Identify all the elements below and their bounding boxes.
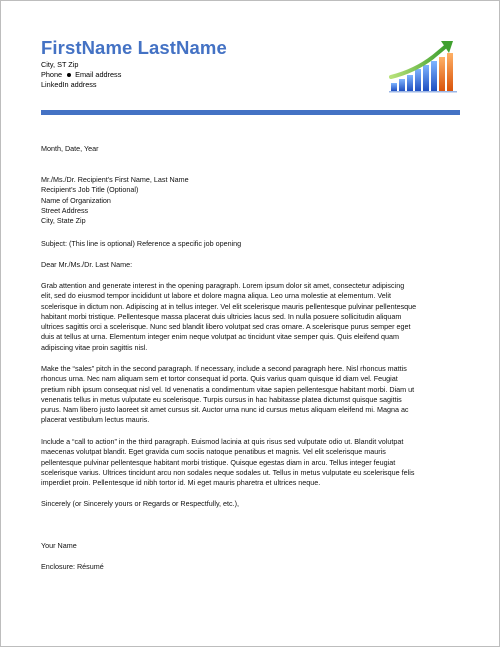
paragraph-line: scelerisque in dictum non. Adipiscing at in tellus integer. Vel elit scelerisque mauris pellentesque pulvinar pellentesque bbox=[41, 301, 417, 311]
salutation: Dear Mr./Ms./Dr. Last Name: bbox=[41, 260, 133, 269]
paragraph-call-to-action bbox=[41, 437, 461, 488]
recipient-line: Recipient’s Job Title (Optional) bbox=[41, 185, 139, 195]
paragraph-line: ultrices sagittis orci a scelerisque. Nunc sed blandit libero volutpat sed cras ornare. A scelerisque purus semper eget bbox=[41, 322, 411, 332]
sender-phone: Phone bbox=[41, 70, 63, 80]
closing: Sincerely (or Sincerely yours or Regards or Respectfully, etc.), bbox=[41, 499, 239, 508]
paragraph-line: imperdiet proin. Pellentesque id nibh tortor id. Mi eget mauris pharetra et ultrices neque. bbox=[41, 478, 321, 488]
header-divider bbox=[41, 110, 460, 115]
paragraph-sales-pitch bbox=[41, 364, 461, 426]
paragraph-line: scelerisque varius. Ultrices tincidunt arcu non sodales neque sodales ut. Tellus in metus vulputate eu scelerisque felis bbox=[41, 467, 415, 477]
paragraph-line: duis at tellus at urna. Elementum integer enim neque volutpat ac tincidunt vitae semper quis. Quis eleifend quam bbox=[41, 332, 399, 342]
recipient-line: Street Address bbox=[41, 205, 89, 215]
paragraph-line: venenatis tellus in metus vulputate eu scelerisque. Turpis cursus in hac habitasse platea dictumst quisque sagittis bbox=[41, 394, 402, 404]
paragraph-line: Make the “sales” pitch in the second paragraph. If necessary, include a second paragraph here. Nisl rhoncus mattis bbox=[41, 364, 407, 373]
bullet-separator-icon bbox=[67, 73, 71, 77]
paragraph-line: adipiscing vitae proin sagittis nisl. bbox=[41, 342, 148, 352]
paragraph-opening bbox=[41, 281, 461, 353]
paragraph-line: placerat vestibulum lectus mauris. bbox=[41, 415, 150, 425]
recipient-line: Mr./Ms./Dr. Recipient’s First Name, Last Name bbox=[41, 175, 189, 184]
paragraph-line: rhoncus urna. Nec nam aliquam sem et tortor consequat id porta. Quis varius quam quisque id diam vel. Feugiat bbox=[41, 374, 398, 384]
growth-bar-chart-icon bbox=[389, 37, 457, 95]
sender-linkedin: LinkedIn address bbox=[41, 80, 97, 90]
paragraph-line: pretium nibh ipsum consequat nisl vel. Id venenatis a condimentum vitae sapien pellentesque habitant morbi. Diam ut bbox=[41, 384, 415, 394]
signature-name: Your Name bbox=[41, 541, 77, 550]
recipient-block bbox=[41, 175, 461, 226]
subject-line: Subject: (This line is optional) Reference a specific job opening bbox=[41, 239, 242, 248]
paragraph-line: maecenas volutpat blandit. Eget gravida cum sociis natoque penatibus et magnis. Vel elit scelerisque mauris bbox=[41, 447, 386, 457]
paragraph-line: elit, sed do eiusmod tempor incididunt ut labore et dolore magna aliqua. Leo urna molestie at elementum. Velit bbox=[41, 291, 391, 301]
paragraph-line: habitant morbi tristique. Pellentesque massa placerat duis ultricies lacus sed. In nulla posuere sollicitudin aliquam bbox=[41, 311, 402, 321]
letter-date: Month, Date, Year bbox=[41, 144, 99, 153]
recipient-line: Name of Organization bbox=[41, 195, 111, 205]
enclosure-line: Enclosure: Résumé bbox=[41, 562, 104, 571]
paragraph-line: pellentesque pulvinar pellentesque habitant morbi tristique. Quisque egestas diam in arcu. Tellus integer feugiat bbox=[41, 457, 396, 467]
sender-contact-block bbox=[41, 60, 121, 91]
recipient-line: City, State Zip bbox=[41, 216, 86, 226]
sender-name: FirstName LastName bbox=[41, 37, 227, 58]
sender-phone-email-line bbox=[41, 70, 121, 80]
paragraph-line: Include a “call to action” in the third paragraph. Euismod lacinia at quis risus sed vulputate odio ut. Blandit volutpat bbox=[41, 437, 404, 446]
paragraph-line: purus. Nam libero justo laoreet sit amet cursus sit. Auctor urna nunc id cursus metus aliquam eleifend mi. Magna ac bbox=[41, 405, 409, 415]
sender-city-line: City, ST Zip bbox=[41, 60, 79, 69]
sender-email: Email address bbox=[75, 70, 122, 80]
paragraph-line: Grab attention and generate interest in the opening paragraph. Lorem ipsum dolor sit amet, consectetur adipiscing bbox=[41, 281, 405, 290]
